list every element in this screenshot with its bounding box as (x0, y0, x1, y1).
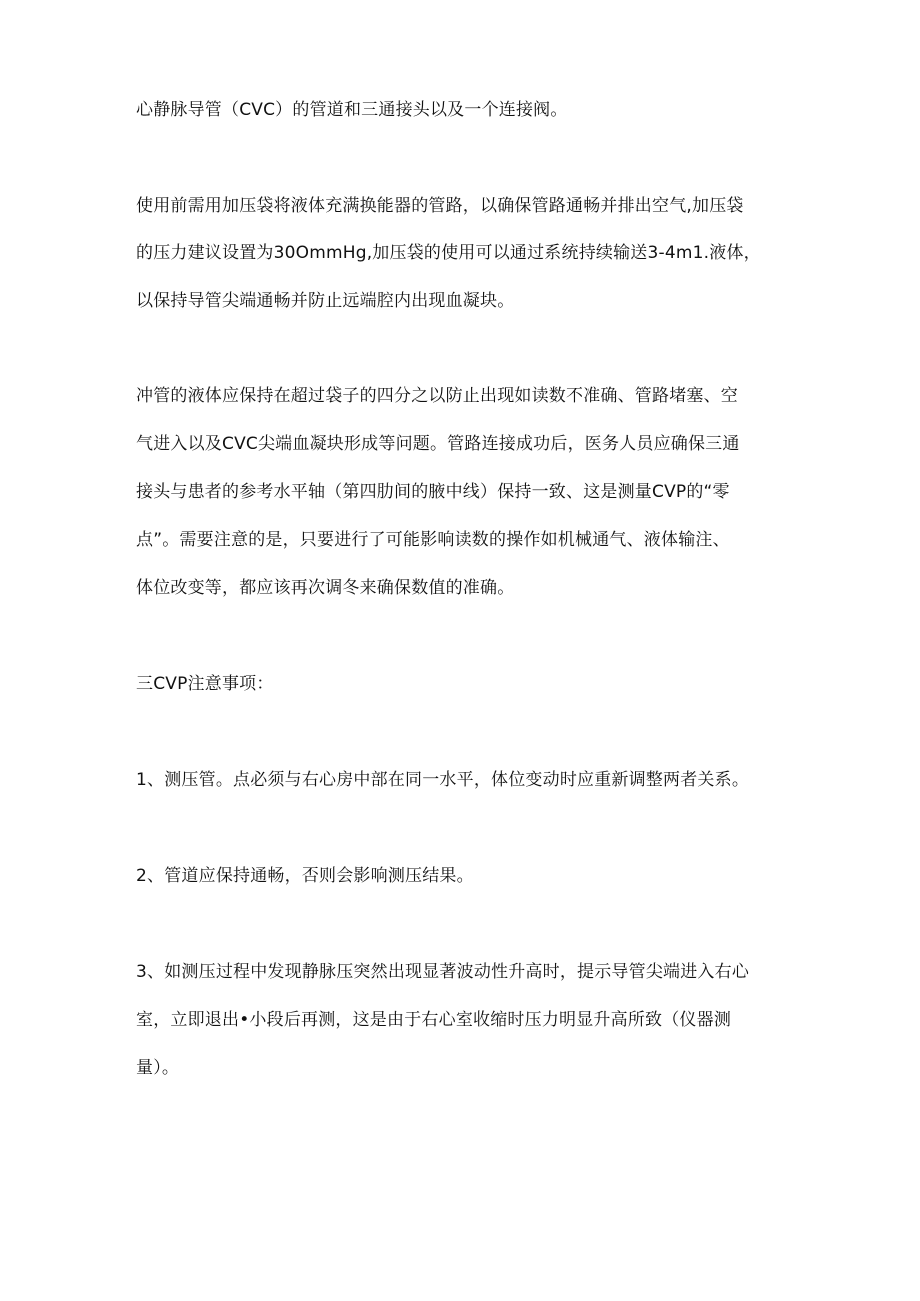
paragraph-3-line-3: 接头与患者的参考水平轴（第四肋间的腋中线）保持一致、这是测量CVP的“零 (136, 482, 730, 502)
paragraph-3-line-4: 点”。需要注意的是，只要进行了可能影响读数的操作如机械通气、液体输注、 (136, 530, 730, 550)
paragraph-2-line-1: 使用前需用加压袋将液体充满换能器的管路，以确保管路通畅并排出空气,加压袋 (136, 196, 744, 216)
note-item-1-line-1: 1、测压管。点必须与右心房中部在同一水平，体位变动时应重新调整两者关系。 (136, 770, 750, 790)
note-item-2-line-1: 2、管道应保持通畅，否则会影响测压结果。 (136, 866, 474, 886)
paragraph-2-line-3: 以保持导管尖端通畅并防止远端腔内出现血凝块。 (136, 291, 515, 311)
note-item-3-line-1: 3、如测压过程中发现静脉压突然出现显著波动性升高时，提示导管尖端进入右心 (136, 962, 750, 982)
paragraph-2-line-2: 的压力建议设置为30OmmHg,加压袋的使用可以通过系统持续输送3-4m1.液体， (136, 243, 761, 263)
note-item-3-line-2: 室，立即退出•小段后再测，这是由于右心室收缩时压力明显升高所致（仪器测 (136, 1010, 732, 1030)
paragraph-3-line-1: 冲管的液体应保持在超过袋子的四分之以防止出现如读数不准确、管路堵塞、空 (136, 386, 738, 406)
section-heading: 三CVP注意事项： (136, 674, 274, 694)
paragraph-1-line-1: 心静脉导管（CVC）的管道和三通接头以及一个连接阀。 (136, 100, 568, 120)
paragraph-3-line-2: 气进入以及CVC尖端血凝块形成等问题。管路连接成功后，医务人员应确保三通 (136, 434, 740, 454)
paragraph-3-line-5: 体位改变等，都应该再次调冬来确保数值的准确。 (136, 578, 515, 598)
note-item-3-line-3: 量）。 (136, 1058, 180, 1078)
